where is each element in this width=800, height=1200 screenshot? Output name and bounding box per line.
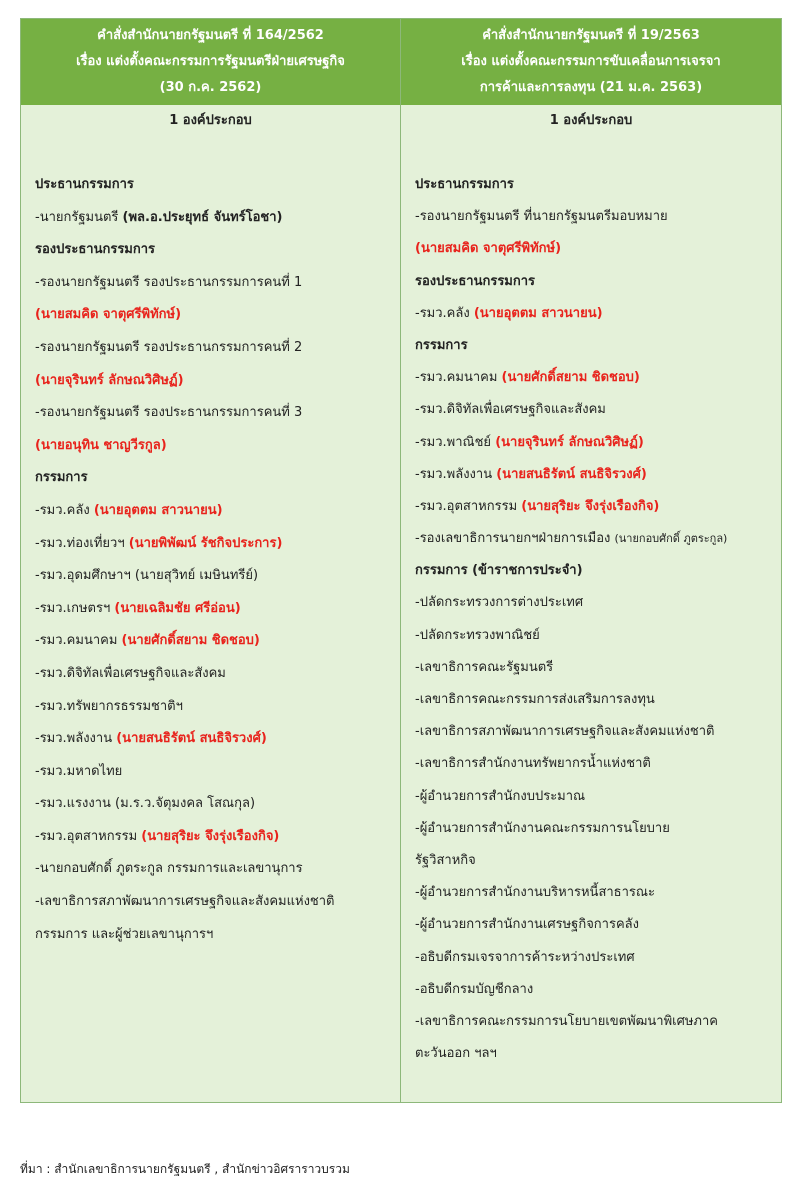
right-member-list bbox=[415, 169, 781, 1070]
position-text: -เลขาธิการคณะกรรมการนโยบายเขตพัฒนาพิเศษภาค bbox=[415, 1013, 718, 1029]
member-name: (นายสมคิด จาตุศรีพิทักษ์) bbox=[35, 307, 182, 323]
position-text: -รมว.ดิจิทัลเพื่อเศรษฐกิจและสังคม bbox=[35, 665, 226, 681]
position-text: -รองนายกรัฐมนตรี รองประธานกรรมการคนที่ 1 bbox=[35, 274, 303, 290]
left-header bbox=[21, 19, 400, 105]
right-member-line bbox=[415, 1006, 781, 1038]
left-member-line bbox=[35, 821, 400, 854]
left-member-line bbox=[35, 919, 400, 952]
position-text: -รมว.คลัง bbox=[35, 502, 94, 518]
left-member-line bbox=[35, 365, 400, 398]
right-member-line bbox=[415, 877, 781, 909]
left-section-heading: ประธานกรรมการ bbox=[35, 177, 134, 192]
right-member-line bbox=[415, 781, 781, 813]
position-text: -ผู้อำนวยการสำนักงานบริหารหนี้สาธารณะ bbox=[415, 885, 655, 901]
left-member-line bbox=[35, 495, 400, 528]
left-header-line-3: (30 ก.ค. 2562) bbox=[159, 80, 262, 95]
left-member-line bbox=[35, 788, 400, 821]
left-member-line bbox=[35, 691, 400, 724]
left-composition-label: 1 องค์ประกอบ bbox=[169, 113, 252, 128]
left-member-line bbox=[35, 397, 400, 430]
member-name: (นายอนุทิน ชาญวีรกูล) bbox=[35, 437, 167, 453]
left-header-line-2: เรื่อง แต่งตั้งคณะกรรมการรัฐมนตรีฝ่ายเศรษฐกิจ bbox=[76, 54, 345, 69]
right-header-line-3: การค้าและการลงทุน (21 ม.ค. 2563) bbox=[479, 80, 703, 95]
right-section-heading: รองประธานกรรมการ bbox=[415, 273, 536, 289]
right-member-line bbox=[415, 942, 781, 974]
position-text: -รองนายกรัฐมนตรี รองประธานกรรมการคนที่ 3 bbox=[35, 405, 303, 421]
right-member-line bbox=[415, 298, 781, 330]
right-member-line bbox=[415, 748, 781, 780]
position-text: -รมว.พลังงาน bbox=[35, 731, 117, 747]
position-text: -รมว.อุตสาหกรรม bbox=[415, 498, 522, 514]
member-name: (นายศักดิ์สยาม ชิดชอบ) bbox=[501, 370, 640, 386]
right-member-line bbox=[415, 491, 781, 523]
member-name: (นายจุรินทร์ ลักษณวิศิษฏ์) bbox=[495, 434, 644, 450]
left-member-line bbox=[35, 723, 400, 756]
right-member-line bbox=[415, 427, 781, 459]
position-text: -อธิบดีกรมบัญชีกลาง bbox=[415, 981, 534, 997]
position-text: -นายกอบศักดิ์ ภูตระกูล กรรมการและเลขานุการ bbox=[35, 861, 303, 877]
member-name: (นายศักดิ์สยาม ชิดชอบ) bbox=[121, 633, 260, 649]
left-member-line bbox=[35, 658, 400, 691]
source-note: ที่มา : สำนักเลขาธิการนายกรัฐมนตรี , สำนักข่าวอิศราราวบรวม bbox=[20, 1162, 350, 1176]
position-text: -รมว.อุดมศึกษาฯ (นายสุวิทย์ เมษินทรีย์) bbox=[35, 568, 259, 584]
position-text: -รมว.ทรัพยากรธรรมชาติฯ bbox=[35, 698, 183, 714]
right-section-heading: กรรมการ (ข้าราชการประจำ) bbox=[415, 563, 583, 579]
position-text: รัฐวิสาหกิจ bbox=[415, 852, 476, 868]
position-text: (นายกอบศักดิ์ ภูตระกูล) bbox=[614, 532, 728, 546]
position-text: -รมว.ดิจิทัลเพื่อเศรษฐกิจและสังคม bbox=[415, 402, 606, 418]
right-member-line bbox=[415, 587, 781, 619]
position-text: -รมว.เกษตรฯ bbox=[35, 600, 115, 616]
left-member-line bbox=[35, 267, 400, 300]
right-member-line bbox=[415, 684, 781, 716]
comparison-table bbox=[20, 18, 782, 1103]
left-section-heading: กรรมการ bbox=[35, 470, 88, 486]
right-header-line-1: คำสั่งสำนักนายกรัฐมนตรี ที่ 19/2563 bbox=[482, 28, 700, 43]
member-name: (นายสนธิรัตน์ สนธิจิรวงศ์) bbox=[116, 731, 267, 747]
position-text: -เลขาธิการสำนักงานทรัพยากรน้ำแห่งชาติ bbox=[415, 756, 651, 772]
left-member-line bbox=[35, 560, 400, 593]
position-text: กรรมการ และผู้ช่วยเลขานุการฯ bbox=[35, 926, 214, 942]
position-text: -รมว.พลังงาน bbox=[415, 466, 497, 482]
member-name: (นายเฉลิมชัย ศรีอ่อน) bbox=[114, 600, 241, 616]
position-text: -รองนายกรัฐมนตรี ที่นายกรัฐมนตรีมอบหมาย bbox=[415, 209, 668, 225]
right-member-line bbox=[415, 716, 781, 748]
member-name: (นายจุรินทร์ ลักษณวิศิษฏ์) bbox=[35, 372, 184, 388]
position-text: -เลขาธิการคณะรัฐมนตรี bbox=[415, 659, 554, 675]
position-text: -ผู้อำนวยการสำนักงานคณะกรรมการนโยบาย bbox=[415, 820, 670, 836]
right-member-line bbox=[415, 523, 781, 555]
position-text: -รมว.แรงงาน (ม.ร.ว.จัตุมงคล โสณกุล) bbox=[35, 796, 256, 812]
position-text: -รมว.มหาดไทย bbox=[35, 763, 123, 779]
right-header bbox=[401, 19, 781, 105]
left-member-line bbox=[35, 886, 400, 919]
right-member-line bbox=[415, 620, 781, 652]
position-text: -รองนายกรัฐมนตรี รองประธานกรรมการคนที่ 2 bbox=[35, 339, 303, 355]
right-body bbox=[401, 105, 781, 1070]
left-member-line bbox=[35, 853, 400, 886]
right-member-line bbox=[415, 394, 781, 426]
left-member-line bbox=[35, 430, 400, 463]
member-name: (นายสุริยะ จึงรุ่งเรืองกิจ) bbox=[521, 498, 660, 514]
position-text: -เลขาธิการสภาพัฒนาการเศรษฐกิจและสังคมแห่งชาติ bbox=[415, 724, 715, 740]
right-composition-label: 1 องค์ประกอบ bbox=[549, 113, 633, 128]
position-text: (พล.อ.ประยุทธ์ จันทร์โอชา) bbox=[122, 209, 283, 225]
position-text: -รองเลขาธิการนายกฯฝ่ายการเมือง bbox=[415, 531, 615, 547]
right-member-line bbox=[415, 974, 781, 1006]
left-member-line bbox=[35, 202, 400, 235]
member-name: (นายอุตตม สาวนายน) bbox=[473, 305, 603, 321]
position-text: -รมว.ท่องเที่ยวฯ bbox=[35, 535, 129, 551]
left-member-line bbox=[35, 593, 400, 626]
left-column bbox=[21, 19, 401, 1102]
right-member-line bbox=[415, 233, 781, 265]
position-text: -รมว.คมนาคม bbox=[35, 633, 122, 649]
left-member-line bbox=[35, 332, 400, 365]
member-name: (นายพิพัฒน์ รัชกิจประการ) bbox=[128, 535, 283, 551]
right-section-heading: ประธานกรรมการ bbox=[415, 177, 514, 192]
right-header-line-2: เรื่อง แต่งตั้งคณะกรรมการขับเคลื่อนการเจรจา bbox=[461, 54, 721, 69]
position-text: -ปลัดกระทรวงพาณิชย์ bbox=[415, 627, 540, 643]
position-text: ตะวันออก ฯลฯ bbox=[415, 1046, 497, 1062]
right-section-heading: กรรมการ bbox=[415, 337, 468, 353]
member-name: (นายอุตตม สาวนายน) bbox=[93, 502, 223, 518]
right-member-line bbox=[415, 1038, 781, 1070]
right-member-line bbox=[415, 909, 781, 941]
member-name: (นายสนธิรัตน์ สนธิจิรวงศ์) bbox=[496, 466, 647, 482]
right-member-line bbox=[415, 459, 781, 491]
left-member-list bbox=[35, 169, 400, 951]
position-text: -ปลัดกระทรวงการต่างประเทศ bbox=[415, 595, 584, 611]
right-member-line bbox=[415, 362, 781, 394]
left-member-line bbox=[35, 756, 400, 789]
right-member-line bbox=[415, 845, 781, 877]
position-text: -อธิบดีกรมเจรจาการค้าระหว่างประเทศ bbox=[415, 949, 635, 965]
left-member-line bbox=[35, 299, 400, 332]
left-section-heading: รองประธานกรรมการ bbox=[35, 242, 156, 258]
right-member-line bbox=[415, 652, 781, 684]
position-text: -นายกรัฐมนตรี bbox=[35, 209, 123, 225]
left-member-line bbox=[35, 528, 400, 561]
member-name: (นายสมคิด จาตุศรีพิทักษ์) bbox=[415, 241, 562, 257]
right-member-line bbox=[415, 201, 781, 233]
left-header-line-1: คำสั่งสำนักนายกรัฐมนตรี ที่ 164/2562 bbox=[97, 28, 324, 43]
right-column bbox=[401, 19, 781, 1102]
left-member-line bbox=[35, 625, 400, 658]
position-text: -เลขาธิการสภาพัฒนาการเศรษฐกิจและสังคมแห่งชาติ bbox=[35, 894, 335, 910]
position-text: -รมว.พาณิชย์ bbox=[415, 434, 496, 450]
position-text: -รมว.คมนาคม bbox=[415, 370, 502, 386]
position-text: -รมว.คลัง bbox=[415, 305, 474, 321]
position-text: -เลขาธิการคณะกรรมการส่งเสริมการลงทุน bbox=[415, 692, 655, 707]
position-text: -ผู้อำนวยการสำนักงบประมาณ bbox=[415, 788, 586, 804]
left-body bbox=[21, 105, 400, 951]
right-member-line bbox=[415, 813, 781, 845]
position-text: -ผู้อำนวยการสำนักงานเศรษฐกิจการคลัง bbox=[415, 917, 639, 933]
member-name: (นายสุริยะ จึงรุ่งเรืองกิจ) bbox=[141, 828, 280, 844]
position-text: -รมว.อุตสาหกรรม bbox=[35, 828, 142, 844]
